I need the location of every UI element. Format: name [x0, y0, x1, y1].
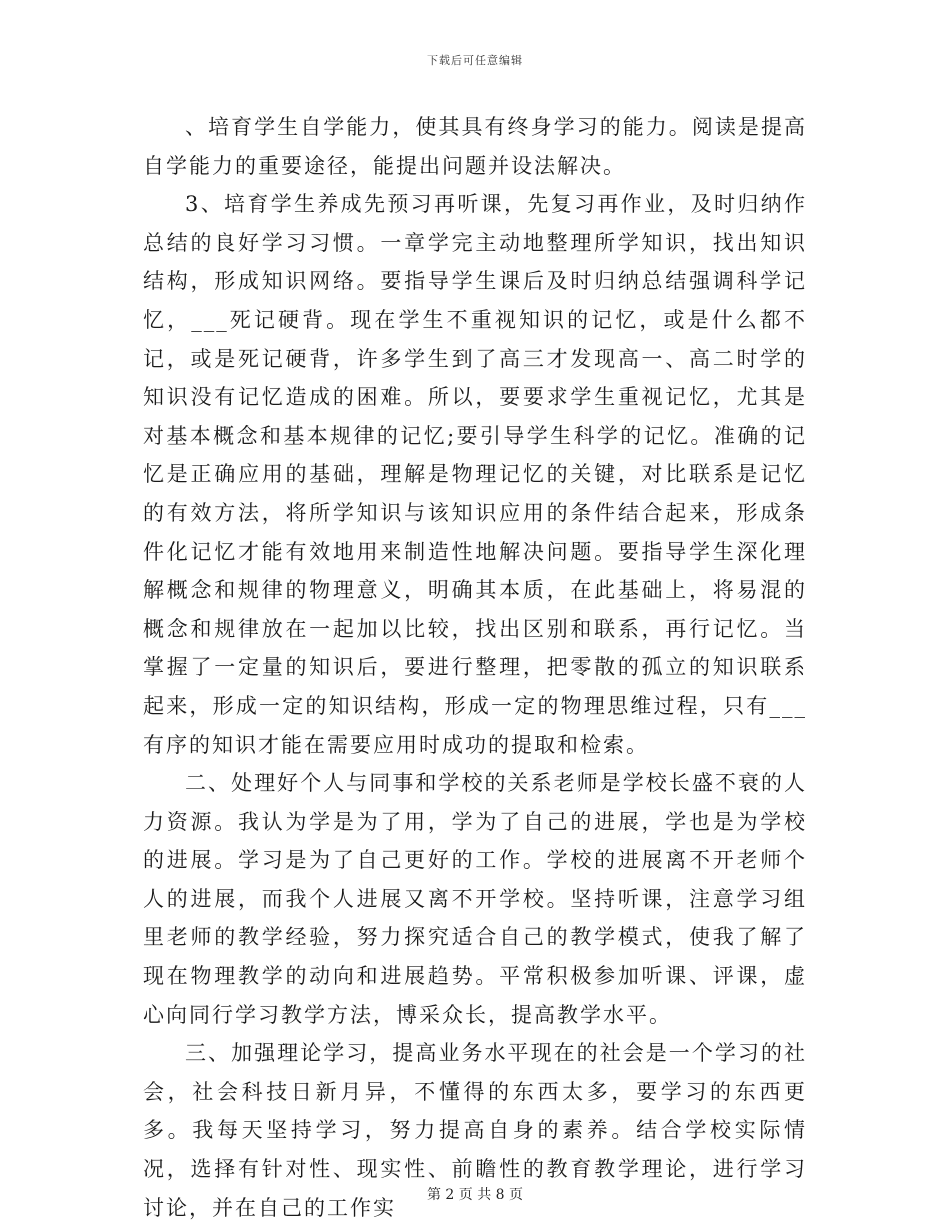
page-number: 第 2 页 共 8 页: [426, 1187, 524, 1203]
paragraph-theory-study: 三、加强理论学习，提高业务水平现在的社会是一个学习的社会，社会科技日新月异，不懂得的东西太多，要学习的东西更多。我每天坚持学习，努力提高自身的素养。结合学校实际情况，选择有针对性、现实性、前瞻性的教育教学理论，进行学习讨论，并在自己的工作实: [143, 1041, 807, 1220]
paragraph-relationships: 二、处理好个人与同事和学校的关系老师是学校长盛不衰的人力资源。我认为学是为了用，学为了自己的进展，学也是为学校的进展。学习是为了自己更好的工作。学校的进展离不开老师个人的进展，而我个人进展又离不开学校。坚持听课，注意学习组里老师的教学经验，努力探究适合自己的教学模式，使我了解了现在物理教学的动向和进展趋势。平常积极参加听课、评课，虚心向同行学习教学方法，博采众长，提高教学水平。: [143, 771, 807, 1027]
paragraph-study-habits: 3、培育学生养成先预习再听课，先复习再作业，及时归纳作总结的良好学习习惯。一章学完主动地整理所学知识，找出知识结构，形成知识网络。要指导学生课后及时归纳总结强调科学记忆，___死记硬背。现在学生不重视知识的记忆，或是什么都不记，或是死记硬背，许多学生到了高三才发现高一、高二时学的知识没有记忆造成的困难。所以，要要求学生重视记忆，尤其是对基本概念和基本规律的记忆;要引导学生科学的记忆。准确的记忆是正确应用的基础，理解是物理记忆的关键，对比联系是记忆的有效方法，将所学知识与该知识应用的条件结合起来，形成条件化记忆才能有效地用来制造性地解决问题。要指导学生深化理解概念和规律的物理意义，明确其本质，在此基础上，将易混的概念和规律放在一起加以比较，找出区别和联系，再行记忆。当掌握了一定量的知识后，要进行整理，把零散的孤立的知识联系起来，形成一定的知识结构，形成一定的物理思维过程，只有___有序的知识才能在需要应用时成功的提取和检索。: [143, 192, 807, 757]
paragraph-self-study: 、培育学生自学能力，使其具有终身学习的能力。阅读是提高自学能力的重要途径，能提出问题并设法解决。: [143, 115, 807, 178]
page-header: 下载后可任意编辑: [427, 54, 523, 67]
document-body: [143, 108, 807, 1227]
